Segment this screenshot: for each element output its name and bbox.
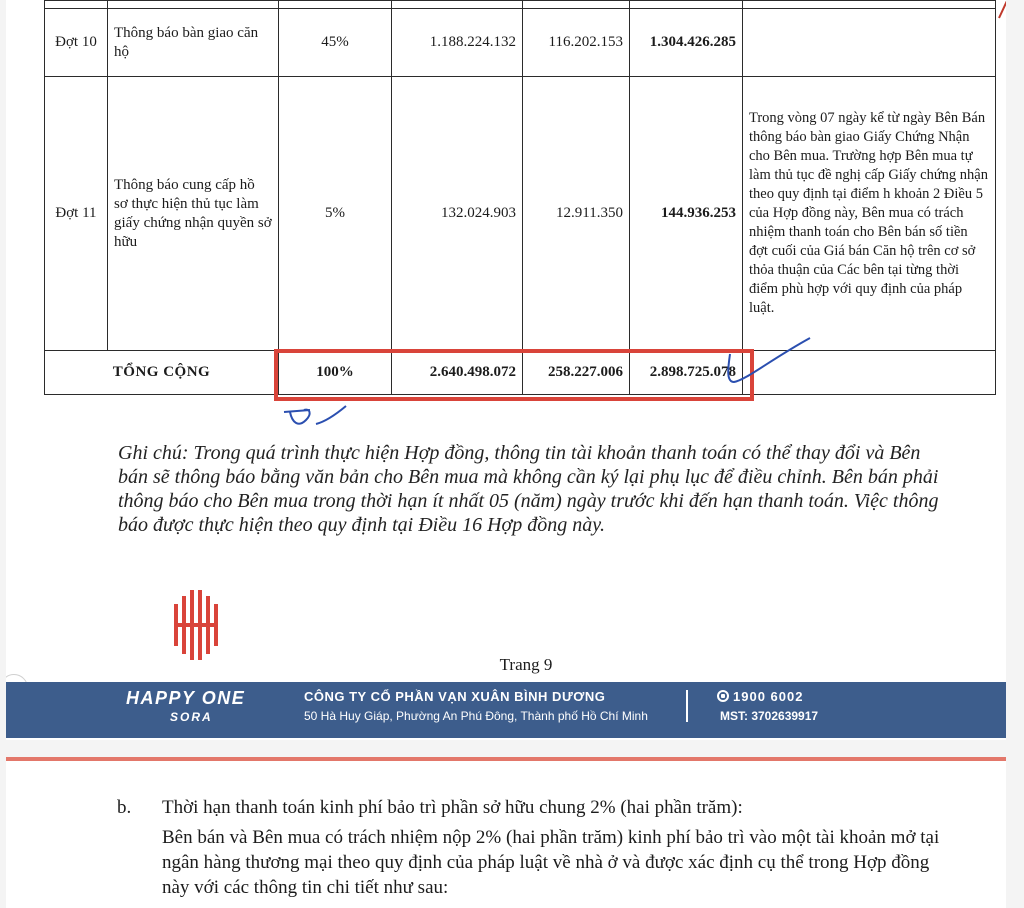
grand-total: 2.898.725.078 bbox=[630, 351, 743, 395]
vat-cell: 12.911.350 bbox=[523, 77, 630, 351]
item-label: b. bbox=[117, 797, 132, 818]
page-number: Trang 9 bbox=[499, 655, 553, 674]
total-cell: 144.936.253 bbox=[630, 77, 743, 351]
initials-mark bbox=[276, 400, 356, 436]
note-paragraph: Ghi chú: Trong quá trình thực hiện Hợp đồng, thông tin tài khoản thanh toán có thể thay đổi và Bên bán sẽ thông báo bằng văn bản cho Bên mua mà không cần ký lại phụ lục để điều chỉnh. Bên bán phải thông báo cho Bên mua trong thời hạn ít nhất 05 (năm) ngày trước khi đến hạn thanh toán. Việc thông báo được thực hiện theo quy định tại Điều 16 Hợp đồng này. bbox=[118, 442, 939, 536]
payment-schedule-table bbox=[44, 0, 996, 395]
description-cell: Thông báo cung cấp hồ sơ thực hiện thủ tục làm giấy chứng nhận quyền sở hữu bbox=[108, 77, 279, 351]
signature-mark bbox=[718, 332, 818, 392]
amount-cell: 1.188.224.132 bbox=[392, 9, 523, 77]
description-cell: Thông báo bàn giao căn hộ bbox=[108, 9, 279, 77]
red-highlight-box bbox=[274, 349, 754, 401]
percent-cell: 5% bbox=[279, 77, 392, 351]
company-footer bbox=[6, 682, 1006, 738]
total-label: TỔNG CỘNG bbox=[45, 351, 279, 395]
note-cell: Trong vòng 07 ngày kể từ ngày Bên Bán thông báo bàn giao Giấy Chứng Nhận cho Bên mua. Trường hợp Bên mua tự làm thủ tục đề nghị cấp Giấy chứng nhận theo quy định tại điểm h khoản 2 Điều 5 của Hợp đồng này, Bên mua có trách nhiệm thanh toán cho Bên bán số tiền đợt cuối của Giá bán Căn hộ trên cơ sở thỏa thuận của Các bên tại từng thời điểm phù hợp với quy định của pháp luật. bbox=[743, 77, 996, 351]
tax-code: MST: 3702639917 bbox=[720, 709, 819, 723]
section-paragraph: Bên bán và Bên mua có trách nhiệm nộp 2% (hai phần trăm) kinh phí bảo trì vào một tài khoản mở tại ngân hàng thương mại theo quy định của pháp luật về nhà ở và được xác định cụ thể trong Hợp đồng này với các thông tin chi tiết như sau: bbox=[162, 827, 940, 898]
amount-cell: 132.024.903 bbox=[392, 77, 523, 351]
footer-divider bbox=[686, 690, 688, 722]
lot-cell: Đợt 11 bbox=[45, 77, 108, 351]
phone-icon bbox=[717, 690, 729, 702]
hotline bbox=[717, 689, 803, 704]
company-name: CÔNG TY CỔ PHẦN VẠN XUÂN BÌNH DƯƠNG bbox=[304, 689, 606, 704]
total-vat: 258.227.006 bbox=[523, 351, 630, 395]
document-page-10 bbox=[6, 757, 1006, 908]
brand-name: HAPPY ONE bbox=[126, 688, 246, 708]
total-percent: 100% bbox=[279, 351, 392, 395]
hotline-number: 1900 6002 bbox=[733, 689, 804, 704]
document-page-9 bbox=[6, 0, 1006, 740]
brand-subname: SORA bbox=[170, 710, 213, 724]
company-address: 50 Hà Huy Giáp, Phường An Phú Đông, Thành phố Hồ Chí Minh bbox=[304, 709, 648, 723]
table-row bbox=[45, 77, 996, 351]
total-cell: 1.304.426.285 bbox=[630, 9, 743, 77]
vat-cell: 116.202.153 bbox=[523, 9, 630, 77]
table-row bbox=[45, 1, 996, 9]
table-row bbox=[45, 9, 996, 77]
section-heading: Thời hạn thanh toán kinh phí bảo trì phần sở hữu chung 2% (hai phần trăm): bbox=[162, 797, 743, 818]
happy-one-logo-icon bbox=[174, 590, 224, 660]
total-amount: 2.640.498.072 bbox=[392, 351, 523, 395]
lot-cell: Đợt 10 bbox=[45, 9, 108, 77]
note-cell bbox=[743, 9, 996, 77]
percent-cell: 45% bbox=[279, 9, 392, 77]
red-pen-mark bbox=[998, 0, 1006, 24]
